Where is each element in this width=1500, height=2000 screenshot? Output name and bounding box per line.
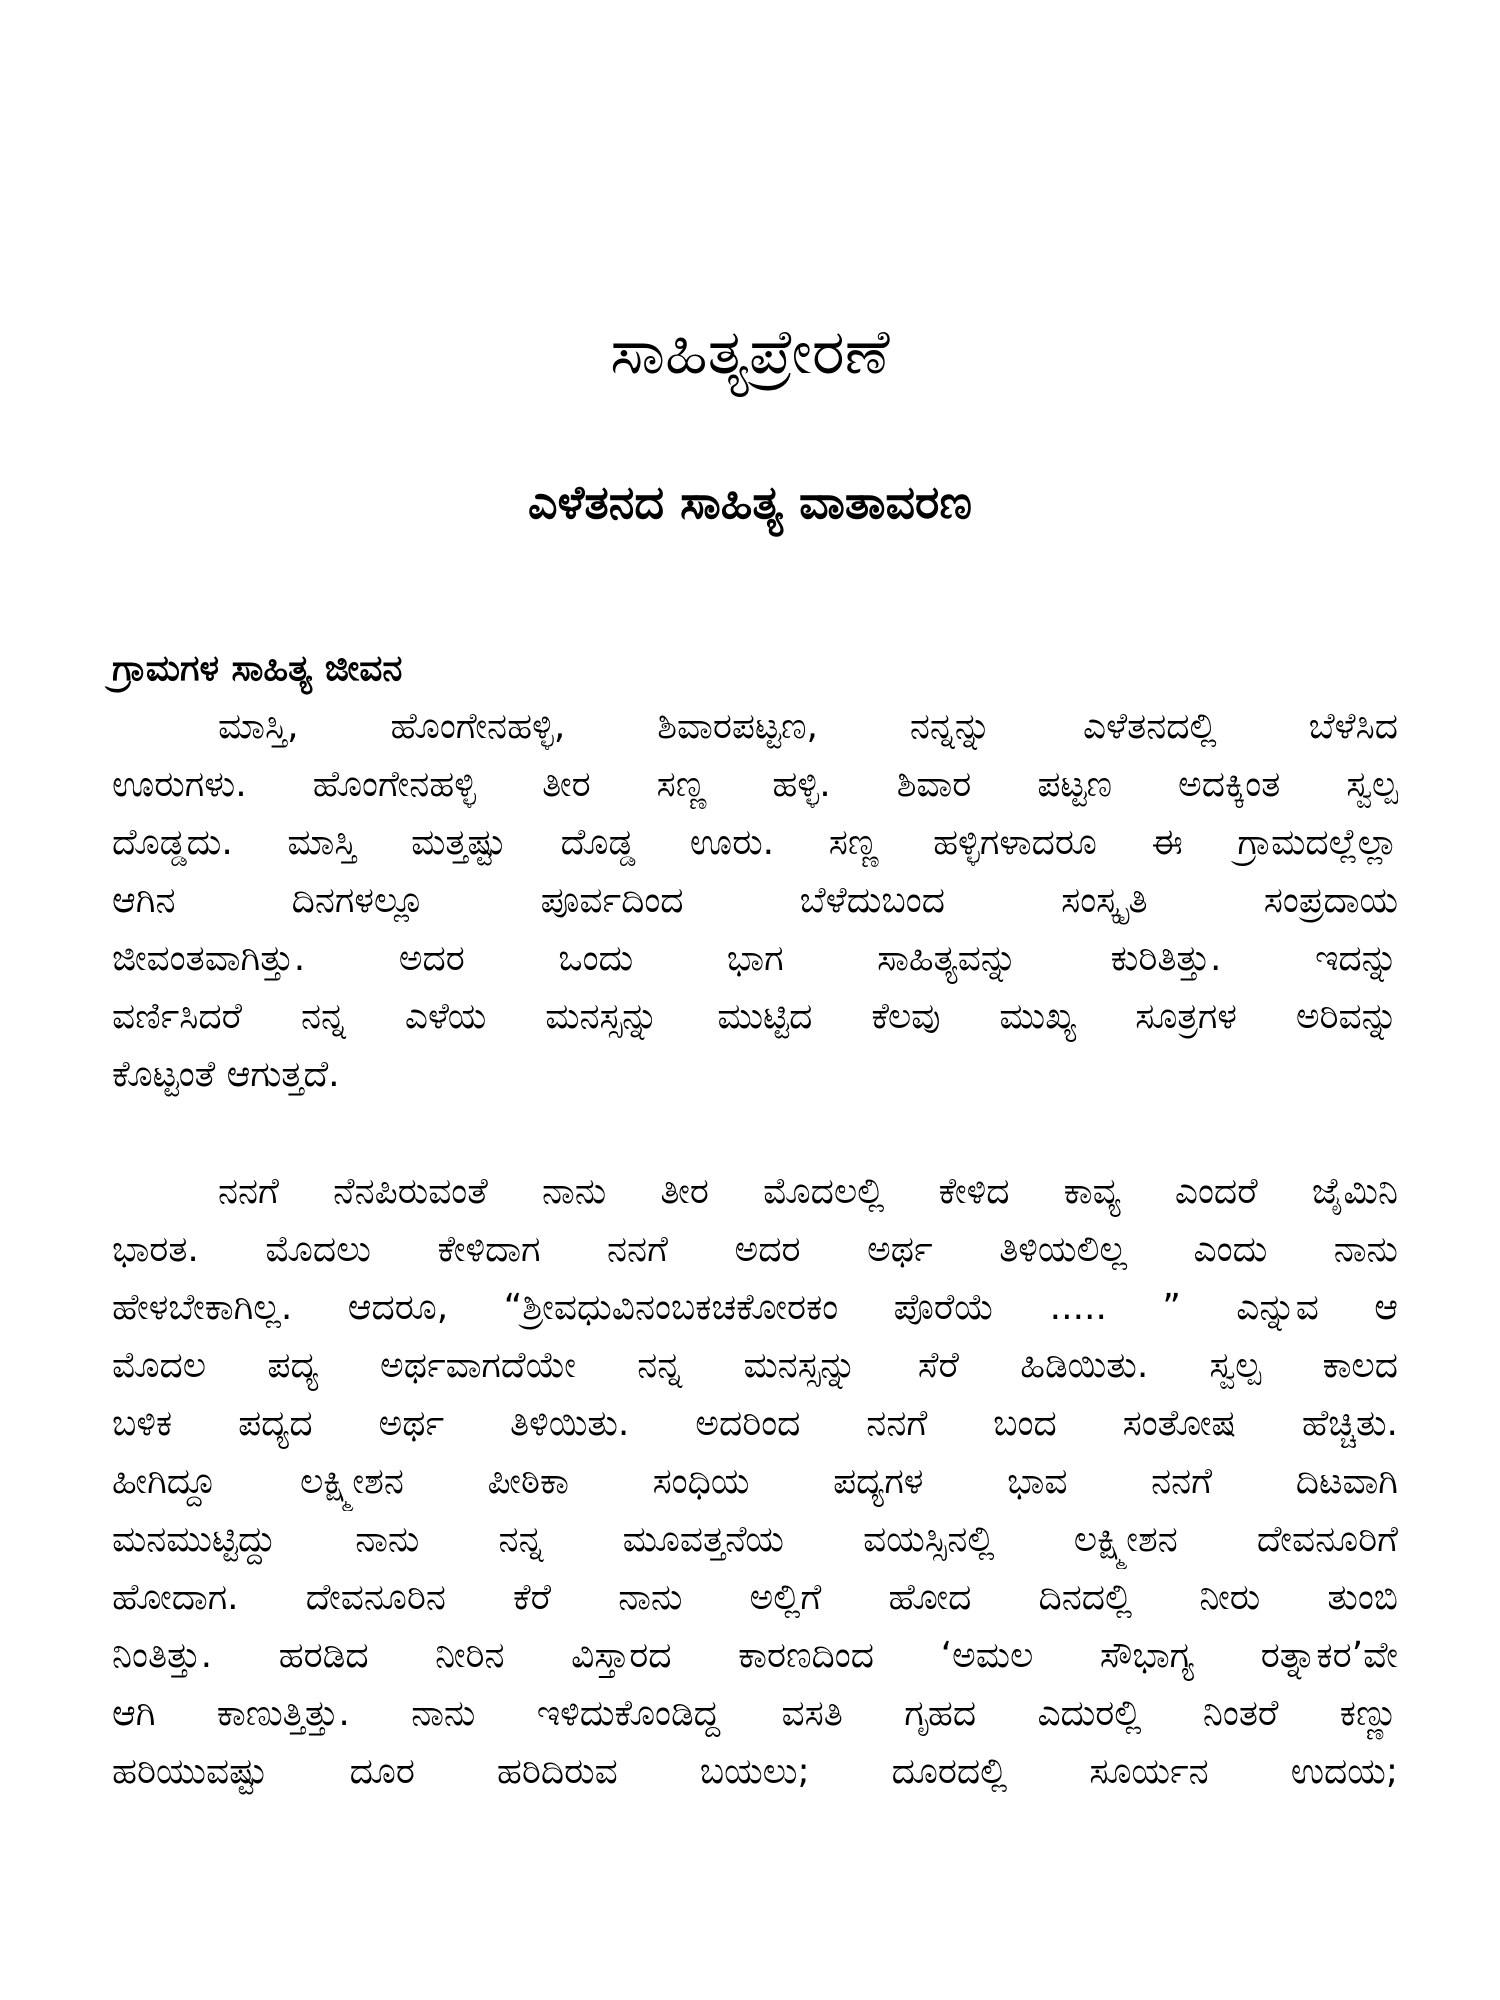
paragraph-line: ಹರಿಯುವಷ್ಟು ದೂರ ಹರಿದಿರುವ ಬಯಲು; ದೂರದಲ್ಲಿ ಸೂರ್ಯನ ಉದಯ; [112,1751,1398,1792]
paragraph-1 [112,698,1398,1104]
paragraph-line: ದೊಡ್ಡದು. ಮಾಸ್ತಿ ಮತ್ತಷ್ಟು ದೊಡ್ಡ ಊರು. ಸಣ್ಣ ಹಳ್ಳಿಗಳಾದರೂ ಈ ಗ್ರಾಮದಲ್ಲೆಲ್ಲಾ [112,822,1398,863]
paragraph-line: ಹೇಳಬೇಕಾಗಿಲ್ಲ. ಆದರೂ, “ಶ್ರೀವಧುವಿನಂಬಕಚಕೋರಕಂ ಪೊರೆಯೆ ..... ” ಎನ್ನುವ ಆ [112,1287,1398,1328]
paragraph-line: ಭಾರತ. ಮೊದಲು ಕೇಳಿದಾಗ ನನಗೆ ಅದರ ಅರ್ಥ ತಿಳಿಯಲಿಲ್ಲ ಎಂದು ನಾನು [112,1229,1398,1270]
paragraph-line: ಊರುಗಳು. ಹೊಂಗೇನಹಳ್ಳಿ ತೀರ ಸಣ್ಣ ಹಳ್ಳಿ. ಶಿವಾರ ಪಟ್ಟಣ ಅದಕ್ಕಿಂತ ಸ್ವಲ್ಪ [112,764,1398,805]
paragraph-line: ವರ್ಣಿಸಿದರೆ ನನ್ನ ಎಳೆಯ ಮನಸ್ಸನ್ನು ಮುಟ್ಟಿದ ಕೆಲವು ಮುಖ್ಯ ಸೂತ್ರಗಳ ಅರಿವನ್ನು [112,996,1398,1037]
paragraph-line: ನಿಂತಿತ್ತು. ಹರಡಿದ ನೀರಿನ ವಿಸ್ತಾರದ ಕಾರಣದಿಂದ ‘ಅಮಲ ಸೌಭಾಗ್ಯ ರತ್ನಾಕರ’ವೇ [112,1635,1398,1676]
paragraph-line: ಹೋದಾಗ. ದೇವನೂರಿನ ಕೆರೆ ನಾನು ಅಲ್ಲಿಗೆ ಹೋದ ದಿನದಲ್ಲಿ ನೀರು ತುಂಬಿ [112,1577,1398,1618]
page-title: ಸಾಹಿತ್ಯಪ್ರೇರಣೆ [610,314,890,388]
paragraph-line: ಹೀಗಿದ್ದೂ ಲಕ್ಷ್ಮೀಶನ ಪೀಠಿಕಾ ಸಂಧಿಯ ಪದ್ಯಗಳ ಭಾವ ನನಗೆ ದಿಟವಾಗಿ [112,1461,1398,1502]
paragraph-line: ನನಗೆ ನೆನಪಿರುವಂತೆ ನಾನು ತೀರ ಮೊದಲಲ್ಲಿ ಕೇಳಿದ ಕಾವ್ಯ ಎಂದರೆ ಜೈಮಿನಿ [218,1171,1398,1212]
paragraph-line: ಮನಮುಟ್ಟಿದ್ದು ನಾನು ನನ್ನ ಮೂವತ್ತನೆಯ ವಯಸ್ಸಿನಲ್ಲಿ ಲಕ್ಷ್ಮೀಶನ ದೇವನೂರಿಗೆ [112,1519,1398,1560]
paragraph-line: ಆಗಿ ಕಾಣುತ್ತಿತ್ತು. ನಾನು ಇಳಿದುಕೊಂಡಿದ್ದ ವಸತಿ ಗೃಹದ ಎದುರಲ್ಲಿ ನಿಂತರೆ ಕಣ್ಣು [112,1693,1398,1734]
section-heading: ಗ್ರಾಮಗಳ ಸಾಹಿತ್ಯ ಜೀವನ [112,648,403,689]
paragraph-line: ಜೀವಂತವಾಗಿತ್ತು. ಅದರ ಒಂದು ಭಾಗ ಸಾಹಿತ್ಯವನ್ನು ಕುರಿತಿತ್ತು. ಇದನ್ನು [112,938,1398,979]
paragraph-line: ಮೊದಲ ಪದ್ಯ ಅರ್ಥವಾಗದೆಯೇ ನನ್ನ ಮನಸ್ಸನ್ನು ಸೆರೆ ಹಿಡಿಯಿತು. ಸ್ವಲ್ಪ ಕಾಲದ [112,1345,1398,1386]
paragraph-line: ಕೊಟ್ಟಂತೆ ಆಗುತ್ತದೆ. [112,1054,340,1095]
paragraph-2 [112,1163,1398,1801]
paragraph-line: ಮಾಸ್ತಿ, ಹೊಂಗೇನಹಳ್ಳಿ, ಶಿವಾರಪಟ್ಟಣ, ನನ್ನನ್ನು ಎಳೆತನದಲ್ಲಿ ಬೆಳೆಸಿದ [218,706,1398,747]
paragraph-line: ಆಗಿನ ದಿನಗಳಲ್ಲೂ ಪೂರ್ವದಿಂದ ಬೆಳೆದುಬಂದ ಸಂಸ್ಕೃತಿ ಸಂಪ್ರದಾಯ [112,880,1398,921]
chapter-subtitle: ಎಳೆತನದ ಸಾಹಿತ್ಯ ವಾತಾವರಣ [528,475,972,530]
paragraph-line: ಬಳಿಕ ಪದ್ಯದ ಅರ್ಥ ತಿಳಿಯಿತು. ಅದರಿಂದ ನನಗೆ ಬಂದ ಸಂತೋಷ ಹೆಚ್ಚಿತು. [112,1403,1398,1444]
